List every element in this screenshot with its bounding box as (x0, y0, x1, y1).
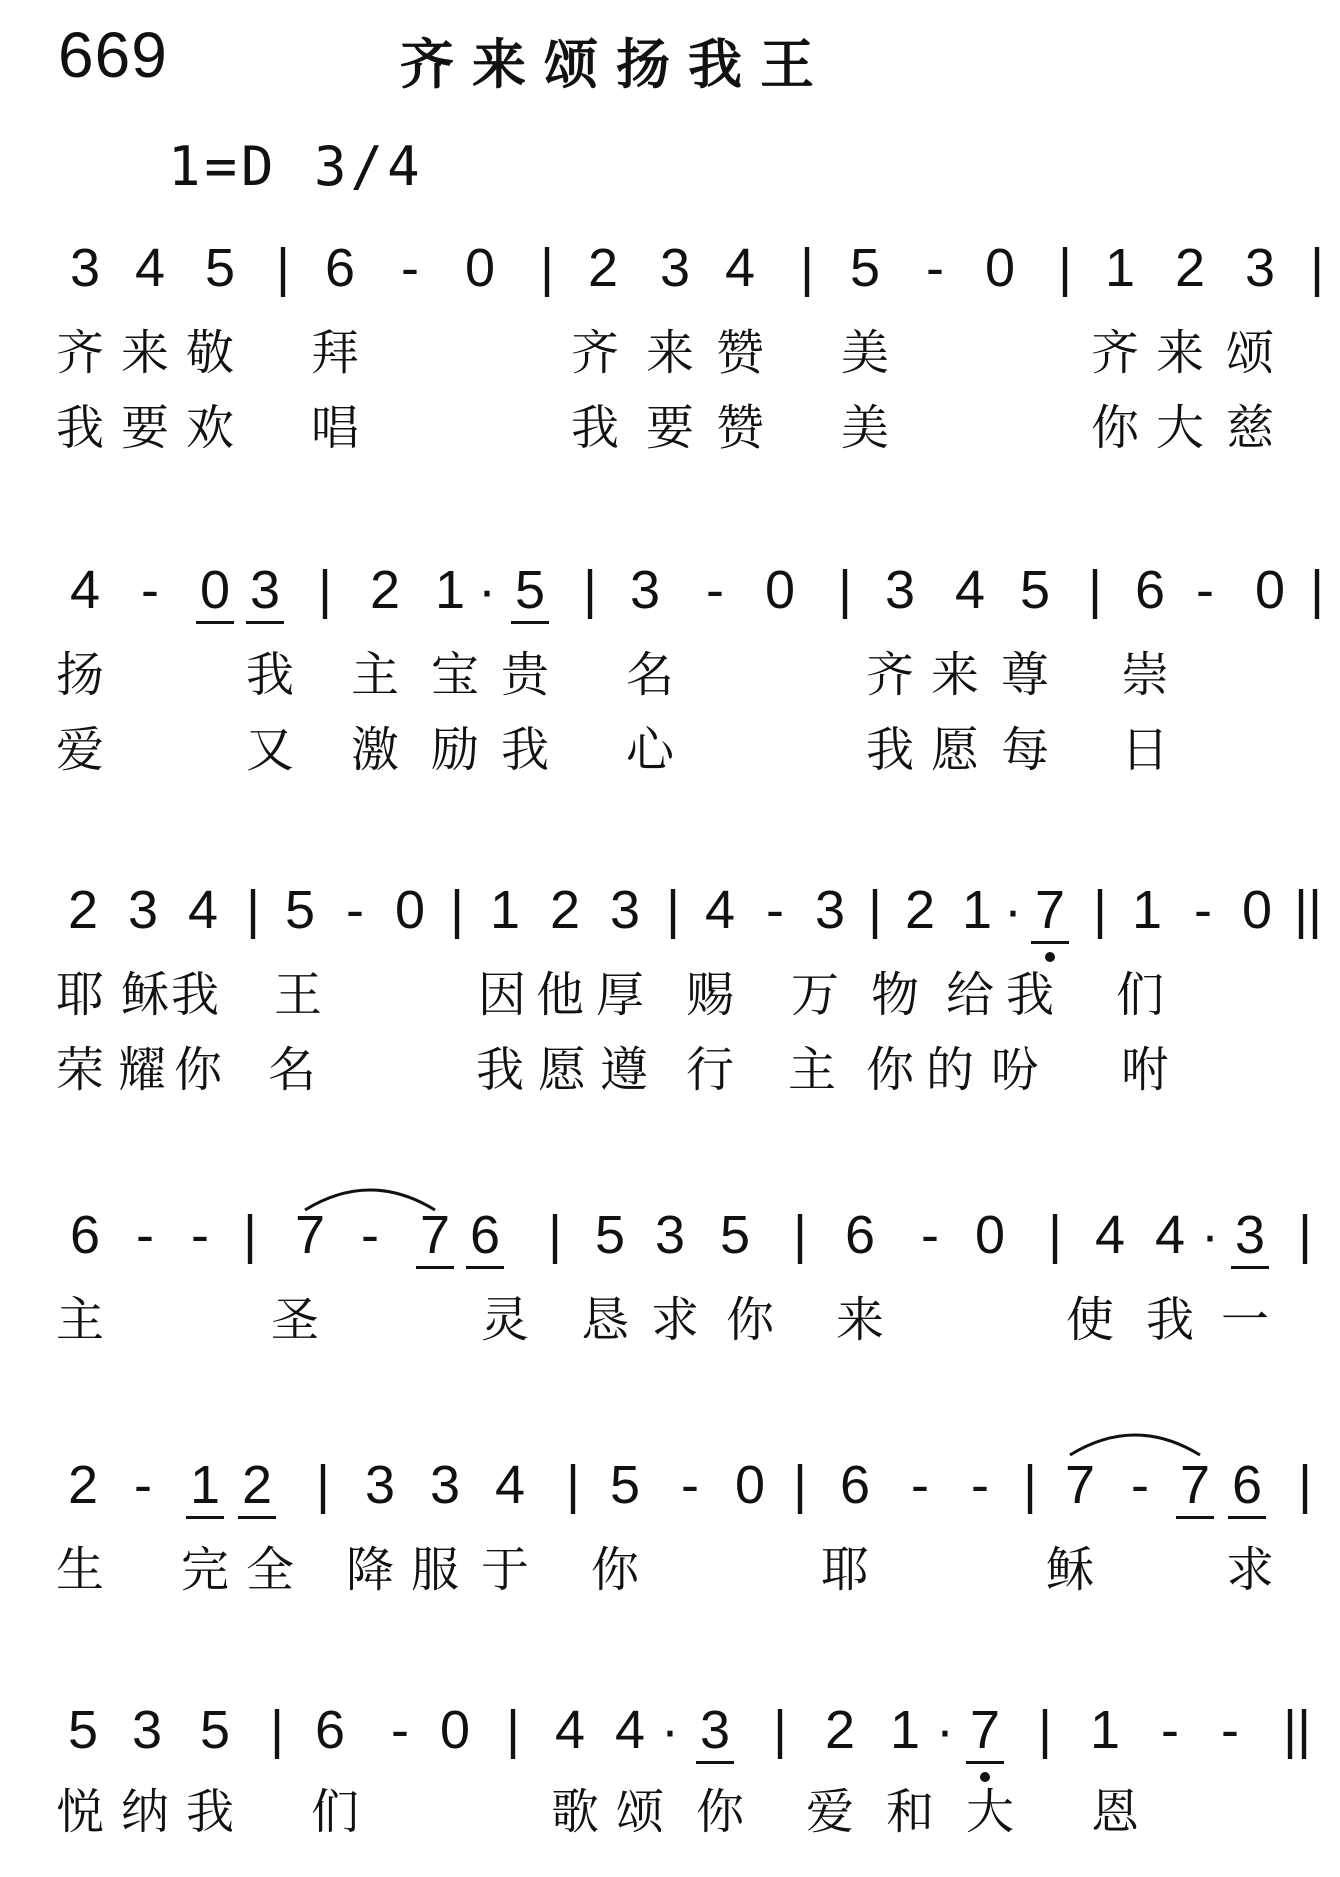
lyric-char: 服 (410, 1542, 459, 1598)
note: 2 (587, 238, 619, 298)
note: 6 (69, 1205, 101, 1265)
barline: | (245, 880, 261, 940)
hymn-title: 齐来颂扬我王 (400, 32, 832, 96)
note: 5 (505, 550, 555, 630)
barline: | (1037, 1700, 1053, 1760)
note: 3 (690, 1690, 740, 1770)
lyric-char: 耀 (117, 1042, 166, 1098)
note: 7 (294, 1205, 326, 1265)
note: 3 (1244, 238, 1276, 298)
note: - (921, 1205, 939, 1265)
note: 4 (554, 1700, 586, 1760)
hymn-number: 669 (58, 19, 168, 91)
note: 2 (369, 560, 401, 620)
lyric-char: 给 (945, 967, 994, 1023)
lyric-char: 我 (570, 400, 619, 456)
lyric-char: 们 (310, 1784, 359, 1840)
double-barline: || (1282, 1700, 1312, 1760)
note: 1 (489, 880, 521, 940)
note: 3 (127, 880, 159, 940)
note: 7 (410, 1195, 460, 1275)
lyric-char: 来 (930, 647, 979, 703)
note: 2 (67, 880, 99, 940)
note: 4 (187, 880, 219, 940)
note: 0 (439, 1700, 471, 1760)
note: - (391, 1700, 409, 1760)
lyric-char: 歌 (550, 1784, 599, 1840)
lyric-char: 崇 (1120, 647, 1169, 703)
lyric-char: 因 (477, 967, 526, 1023)
note: 1 (1104, 238, 1136, 298)
lyric-char: 厚 (595, 967, 644, 1023)
note: - (141, 560, 159, 620)
note: 3 (429, 1455, 461, 1515)
barline: | (1057, 238, 1073, 298)
note: 6 (1222, 1445, 1272, 1525)
note: 6 (844, 1205, 876, 1265)
lyric-char: 稣 (120, 967, 169, 1023)
lyric-char: 欢 (185, 400, 234, 456)
note: 1 (1131, 880, 1163, 940)
lyric-char: 你 (725, 1292, 774, 1348)
lyric-char: 你 (865, 1042, 914, 1098)
note: 0 (190, 550, 240, 630)
lyric-char: 完 (180, 1542, 229, 1598)
note: - (136, 1205, 154, 1265)
note: 0 (464, 238, 496, 298)
barline: | (582, 560, 598, 620)
barline: | (1297, 1455, 1313, 1515)
barline: | (565, 1455, 581, 1515)
barline: | (269, 1700, 285, 1760)
lyric-char: 慈 (1225, 400, 1274, 456)
note: 3 (364, 1455, 396, 1515)
note: 6 (460, 1195, 510, 1275)
lyric-char: 日 (1120, 722, 1169, 778)
barline: | (1309, 238, 1325, 298)
barline: | (1022, 1455, 1038, 1515)
note: 4 (704, 880, 736, 940)
note: 7 (1025, 870, 1075, 950)
note: 4 (1154, 1205, 1186, 1265)
lyric-char: 名 (267, 1042, 316, 1098)
lyric-char: 稣 (1045, 1542, 1094, 1598)
note: 3 (1225, 1195, 1275, 1275)
lyric-char: 齐 (1090, 325, 1139, 381)
note: 2 (1174, 238, 1206, 298)
lyric-char: 来 (835, 1292, 884, 1348)
lyric-char: 齐 (865, 647, 914, 703)
note: - (401, 238, 419, 298)
dot: · (936, 1700, 954, 1760)
lyric-char: 我 (170, 967, 219, 1023)
notation-line (0, 1195, 1340, 1275)
lyric-char: 我 (1145, 1292, 1194, 1348)
barline: | (1087, 560, 1103, 620)
lyric-char: 每 (1000, 722, 1049, 778)
barline: | (539, 238, 555, 298)
note: 6 (1134, 560, 1166, 620)
lyric-char: 我 (55, 400, 104, 456)
note: - (1194, 880, 1212, 940)
note: - (134, 1455, 152, 1515)
lyric-char: 激 (350, 722, 399, 778)
lyric-char: 心 (625, 722, 674, 778)
note: - (361, 1205, 379, 1265)
lyric-char: 于 (480, 1542, 529, 1598)
note: - (926, 238, 944, 298)
lyric-char: 颂 (615, 1784, 664, 1840)
lyric-char: 耶 (55, 967, 104, 1023)
barline: | (1309, 560, 1325, 620)
barline: | (449, 880, 465, 940)
key-signature: 1=D 3/4 (168, 135, 424, 198)
lyric-char: 全 (245, 1542, 294, 1598)
notation-line (0, 228, 1340, 308)
octave-dot (980, 1772, 990, 1782)
lyric-char: 美 (840, 325, 889, 381)
note: 4 (954, 560, 986, 620)
dot: · (478, 560, 496, 620)
note: 1 (1089, 1700, 1121, 1760)
barline: | (799, 238, 815, 298)
lyric-char: 你 (173, 1042, 222, 1098)
note: 1 (889, 1700, 921, 1760)
lyric-char: 万 (790, 967, 839, 1023)
lyric-char: 主 (55, 1292, 104, 1348)
note: 6 (314, 1700, 346, 1760)
lyric-char: 又 (245, 722, 294, 778)
note: - (1131, 1455, 1149, 1515)
notation-line (0, 550, 1340, 630)
barline: | (317, 560, 333, 620)
lyric-char: 悦 (55, 1784, 104, 1840)
barline: | (242, 1205, 258, 1265)
note: 0 (974, 1205, 1006, 1265)
note: 3 (69, 238, 101, 298)
lyric-char: 使 (1065, 1292, 1114, 1348)
lyric-char: 们 (1115, 967, 1164, 1023)
note: 2 (232, 1445, 282, 1525)
lyric-char: 来 (645, 325, 694, 381)
note: - (346, 880, 364, 940)
octave-dot (1045, 952, 1055, 962)
lyric-char: 宝 (430, 647, 479, 703)
barline: | (772, 1700, 788, 1760)
notation-line (0, 870, 1340, 950)
note: 1 (434, 560, 466, 620)
lyric-char: 你 (1090, 400, 1139, 456)
lyric-char: 赞 (715, 400, 764, 456)
lyric-char: 来 (1155, 325, 1204, 381)
lyrics-verse-1 (0, 965, 1340, 1025)
lyrics-verse-2 (0, 1040, 1340, 1100)
lyric-char: 我 (865, 722, 914, 778)
lyrics-verse-1 (0, 645, 1340, 705)
lyric-char: 荣 (55, 1042, 104, 1098)
lyric-char: 我 (185, 1784, 234, 1840)
note: 6 (324, 238, 356, 298)
lyric-char: 扬 (55, 647, 104, 703)
note: 4 (134, 238, 166, 298)
note: 5 (1019, 560, 1051, 620)
lyric-char: 圣 (270, 1292, 319, 1348)
note: - (706, 560, 724, 620)
lyric-char: 你 (695, 1784, 744, 1840)
lyric-char: 拜 (310, 325, 359, 381)
lyric-char: 名 (625, 647, 674, 703)
lyric-char: 王 (273, 967, 322, 1023)
lyric-char: 的 (925, 1042, 974, 1098)
barline: | (1047, 1205, 1063, 1265)
lyric-char: 颂 (1225, 325, 1274, 381)
lyric-char: 美 (840, 400, 889, 456)
lyrics-verse-2 (0, 720, 1340, 780)
lyric-char: 大 (1155, 400, 1204, 456)
note: 3 (884, 560, 916, 620)
note: 2 (824, 1700, 856, 1760)
note: 3 (654, 1205, 686, 1265)
note: 5 (594, 1205, 626, 1265)
lyric-char: 赐 (685, 967, 734, 1023)
note: - (1221, 1700, 1239, 1760)
lyric-char: 励 (430, 722, 479, 778)
barline: | (315, 1455, 331, 1515)
lyric-char: 爱 (55, 722, 104, 778)
lyrics-verse-1 (0, 1782, 1340, 1842)
lyric-char: 我 (500, 722, 549, 778)
lyric-char: 大 (965, 1784, 1014, 1840)
lyric-char: 来 (120, 325, 169, 381)
note: 0 (764, 560, 796, 620)
lyric-char: 要 (120, 400, 169, 456)
note: 0 (734, 1455, 766, 1515)
lyric-char: 爱 (805, 1784, 854, 1840)
note: 3 (629, 560, 661, 620)
lyric-char: 我 (475, 1042, 524, 1098)
lyrics-verse-1 (0, 1540, 1340, 1600)
note: 4 (494, 1455, 526, 1515)
barline: | (1092, 880, 1108, 940)
lyric-char: 他 (535, 967, 584, 1023)
lyric-char: 恳 (580, 1292, 629, 1348)
dot: · (1004, 880, 1022, 940)
lyric-char: 主 (350, 647, 399, 703)
note: 5 (609, 1455, 641, 1515)
note: 5 (849, 238, 881, 298)
double-barline: || (1293, 880, 1323, 940)
dot: · (1201, 1205, 1219, 1265)
lyric-char: 我 (1005, 967, 1054, 1023)
note: 2 (904, 880, 936, 940)
lyric-char: 一 (1220, 1292, 1269, 1348)
lyric-char: 纳 (120, 1784, 169, 1840)
note: 3 (609, 880, 641, 940)
lyrics-verse-1 (0, 323, 1340, 383)
lyric-char: 齐 (55, 325, 104, 381)
note: - (191, 1205, 209, 1265)
lyric-char: 求 (1225, 1542, 1274, 1598)
note: 3 (240, 550, 290, 630)
barline: | (867, 880, 883, 940)
lyric-char: 遵 (599, 1042, 648, 1098)
lyric-char: 生 (55, 1542, 104, 1598)
lyric-char: 物 (870, 967, 919, 1023)
note: 3 (659, 238, 691, 298)
lyric-char: 主 (787, 1042, 836, 1098)
lyric-char: 赞 (715, 325, 764, 381)
note: 5 (67, 1700, 99, 1760)
note: - (1161, 1700, 1179, 1760)
lyric-char: 求 (650, 1292, 699, 1348)
note: 4 (69, 560, 101, 620)
note: - (1196, 560, 1214, 620)
note: 7 (1064, 1455, 1096, 1515)
note: 4 (1094, 1205, 1126, 1265)
barline: | (665, 880, 681, 940)
note: 1 (961, 880, 993, 940)
note: 3 (814, 880, 846, 940)
barline: | (1297, 1205, 1313, 1265)
barline: | (505, 1700, 521, 1760)
lyric-char: 灵 (480, 1292, 529, 1348)
lyric-char: 吩 (990, 1042, 1039, 1098)
lyric-char: 唱 (310, 400, 359, 456)
note: 2 (549, 880, 581, 940)
note: 5 (284, 880, 316, 940)
barline: | (547, 1205, 563, 1265)
lyric-char: 要 (645, 400, 694, 456)
lyric-char: 恩 (1090, 1784, 1139, 1840)
barline: | (837, 560, 853, 620)
lyric-char: 降 (345, 1542, 394, 1598)
note: 7 (960, 1690, 1010, 1770)
lyric-char: 行 (685, 1042, 734, 1098)
lyric-char: 你 (590, 1542, 639, 1598)
barline: | (792, 1455, 808, 1515)
note: 6 (839, 1455, 871, 1515)
note: 0 (394, 880, 426, 940)
lyric-char: 愿 (930, 722, 979, 778)
lyric-char: 耶 (820, 1542, 869, 1598)
barline: | (792, 1205, 808, 1265)
lyrics-verse-1 (0, 1290, 1340, 1350)
note: - (681, 1455, 699, 1515)
notation-line (0, 1445, 1340, 1525)
lyric-char: 和 (885, 1784, 934, 1840)
header (0, 0, 1340, 110)
note: 2 (67, 1455, 99, 1515)
note: 5 (199, 1700, 231, 1760)
note: 3 (131, 1700, 163, 1760)
note: 0 (1241, 880, 1273, 940)
barline: | (275, 238, 291, 298)
lyric-char: 敬 (185, 325, 234, 381)
lyric-char: 愿 (537, 1042, 586, 1098)
note: 5 (204, 238, 236, 298)
note: 4 (724, 238, 756, 298)
lyric-char: 咐 (1120, 1042, 1169, 1098)
notation-line (0, 1690, 1340, 1770)
note: 1 (180, 1445, 230, 1525)
note: 5 (719, 1205, 751, 1265)
note: - (766, 880, 784, 940)
dot: · (661, 1700, 679, 1760)
lyric-char: 齐 (570, 325, 619, 381)
lyrics-verse-2 (0, 398, 1340, 458)
lyric-char: 尊 (1000, 647, 1049, 703)
note: 7 (1170, 1445, 1220, 1525)
note: 0 (984, 238, 1016, 298)
note: - (971, 1455, 989, 1515)
note: 0 (1254, 560, 1286, 620)
lyric-char: 贵 (500, 647, 549, 703)
lyric-char: 我 (245, 647, 294, 703)
note: - (911, 1455, 929, 1515)
note: 4 (614, 1700, 646, 1760)
